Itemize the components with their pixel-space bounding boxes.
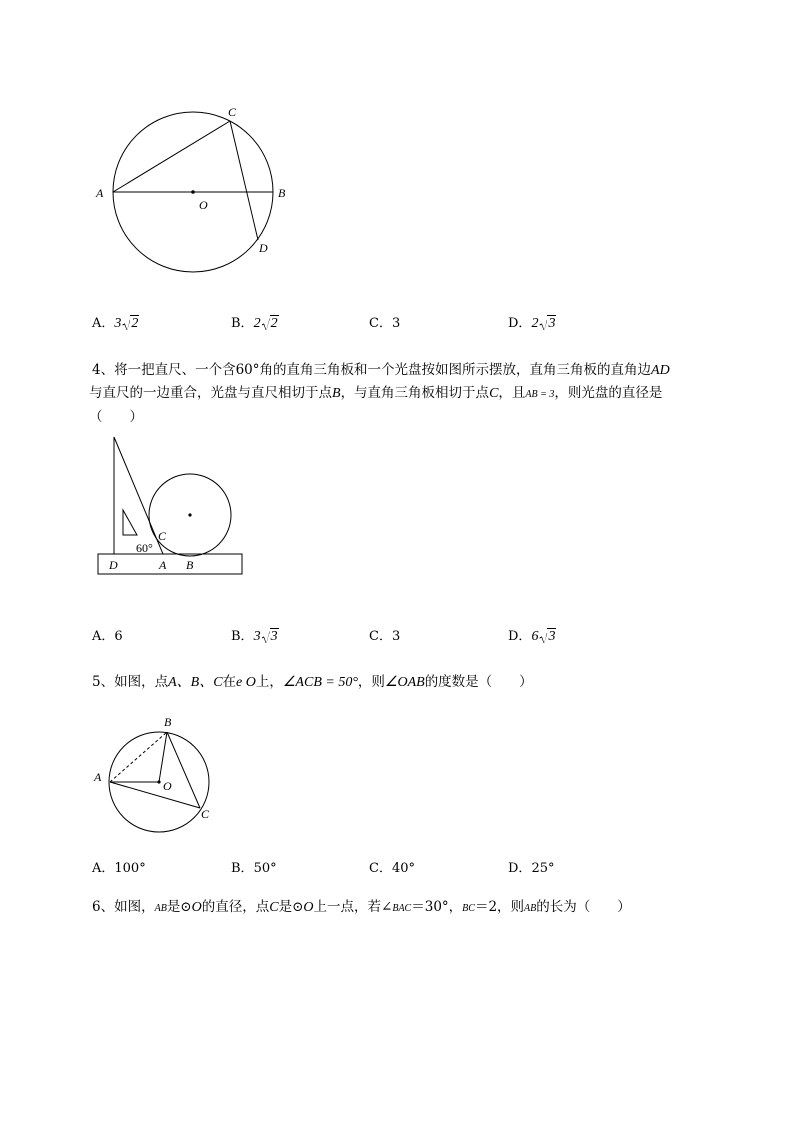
segment-bc bbox=[167, 732, 200, 808]
label-o: O bbox=[199, 198, 208, 212]
label-d2: D bbox=[109, 558, 118, 572]
label-angle: 60° bbox=[136, 541, 153, 555]
segment-ob bbox=[159, 732, 167, 782]
disk-center-dot bbox=[188, 513, 191, 516]
sqrt-symbol: 3 bbox=[539, 629, 556, 645]
sqrt-symbol: 3 bbox=[262, 629, 279, 645]
q3-option-c: C．3 bbox=[369, 316, 401, 331]
label-o3: O bbox=[163, 779, 172, 793]
label-a: A bbox=[96, 186, 104, 200]
segment-ab-dashed bbox=[110, 732, 167, 782]
q4-line-3: （ ） bbox=[89, 409, 143, 425]
q4-option-a: A．6 bbox=[92, 629, 123, 644]
segment-cd bbox=[230, 121, 258, 240]
label-c: C bbox=[228, 105, 237, 119]
q5-option-a: A．100° bbox=[92, 861, 146, 876]
label-b3: B bbox=[164, 715, 172, 729]
label-b: B bbox=[278, 186, 286, 200]
label-d: D bbox=[259, 241, 268, 255]
segment-ac bbox=[113, 121, 230, 192]
q4-line-1: 4、将一把直尺、一个含60°角的直角三角板和一个光盘按如图所示摆放，直角三角板的直角边AD bbox=[92, 362, 670, 378]
label-a2: A bbox=[159, 558, 167, 572]
label-c3: C bbox=[201, 807, 210, 821]
sqrt-symbol: 3 bbox=[539, 316, 556, 332]
q4-option-d: D．6 3 bbox=[508, 629, 556, 644]
sqrt-symbol: 2 bbox=[262, 316, 279, 332]
q4-option-c: C．3 bbox=[369, 629, 401, 644]
triangle-hole bbox=[123, 510, 137, 535]
q4-line-2: 与直尺的一边重合，光盘与直尺相切于点B，与直角三角板相切于点C，且AB = 3，则光盘的直径是 bbox=[89, 385, 663, 401]
q5-option-c: C．40° bbox=[369, 861, 415, 876]
label-a3: A bbox=[94, 770, 102, 784]
q3-option-d: D．2 3 bbox=[508, 316, 556, 331]
q3-option-b: B．2 2 bbox=[231, 316, 278, 331]
question-4 bbox=[89, 359, 732, 429]
question-6: 6、如图，AB是⊙O的直径，点C是⊙O上一点，若∠BAC＝30°，BC＝2，则AB的长为（ ） bbox=[92, 899, 631, 915]
ruler bbox=[98, 554, 242, 574]
figure-circle-diameter bbox=[90, 100, 310, 280]
question-5: 5、如图，点A、B、C在e O上，∠ACB = 50°，则∠OAB的度数是（ ） bbox=[92, 674, 533, 690]
figure-ruler-triangle-disk bbox=[95, 430, 255, 580]
q3-option-a: A．3 2 bbox=[92, 316, 139, 331]
q4-option-b: B．3 3 bbox=[231, 629, 278, 644]
figure-inscribed-triangle bbox=[90, 712, 220, 837]
label-b2: B bbox=[186, 558, 194, 572]
triangle-board bbox=[114, 437, 163, 554]
segment-ac bbox=[110, 782, 200, 808]
q5-option-b: B．50° bbox=[231, 861, 277, 876]
center-dot bbox=[191, 190, 195, 194]
sqrt-symbol: 2 bbox=[122, 316, 139, 332]
center-dot-3 bbox=[157, 780, 160, 783]
q5-option-d: D．25° bbox=[508, 861, 555, 876]
label-c2: C bbox=[158, 529, 167, 543]
